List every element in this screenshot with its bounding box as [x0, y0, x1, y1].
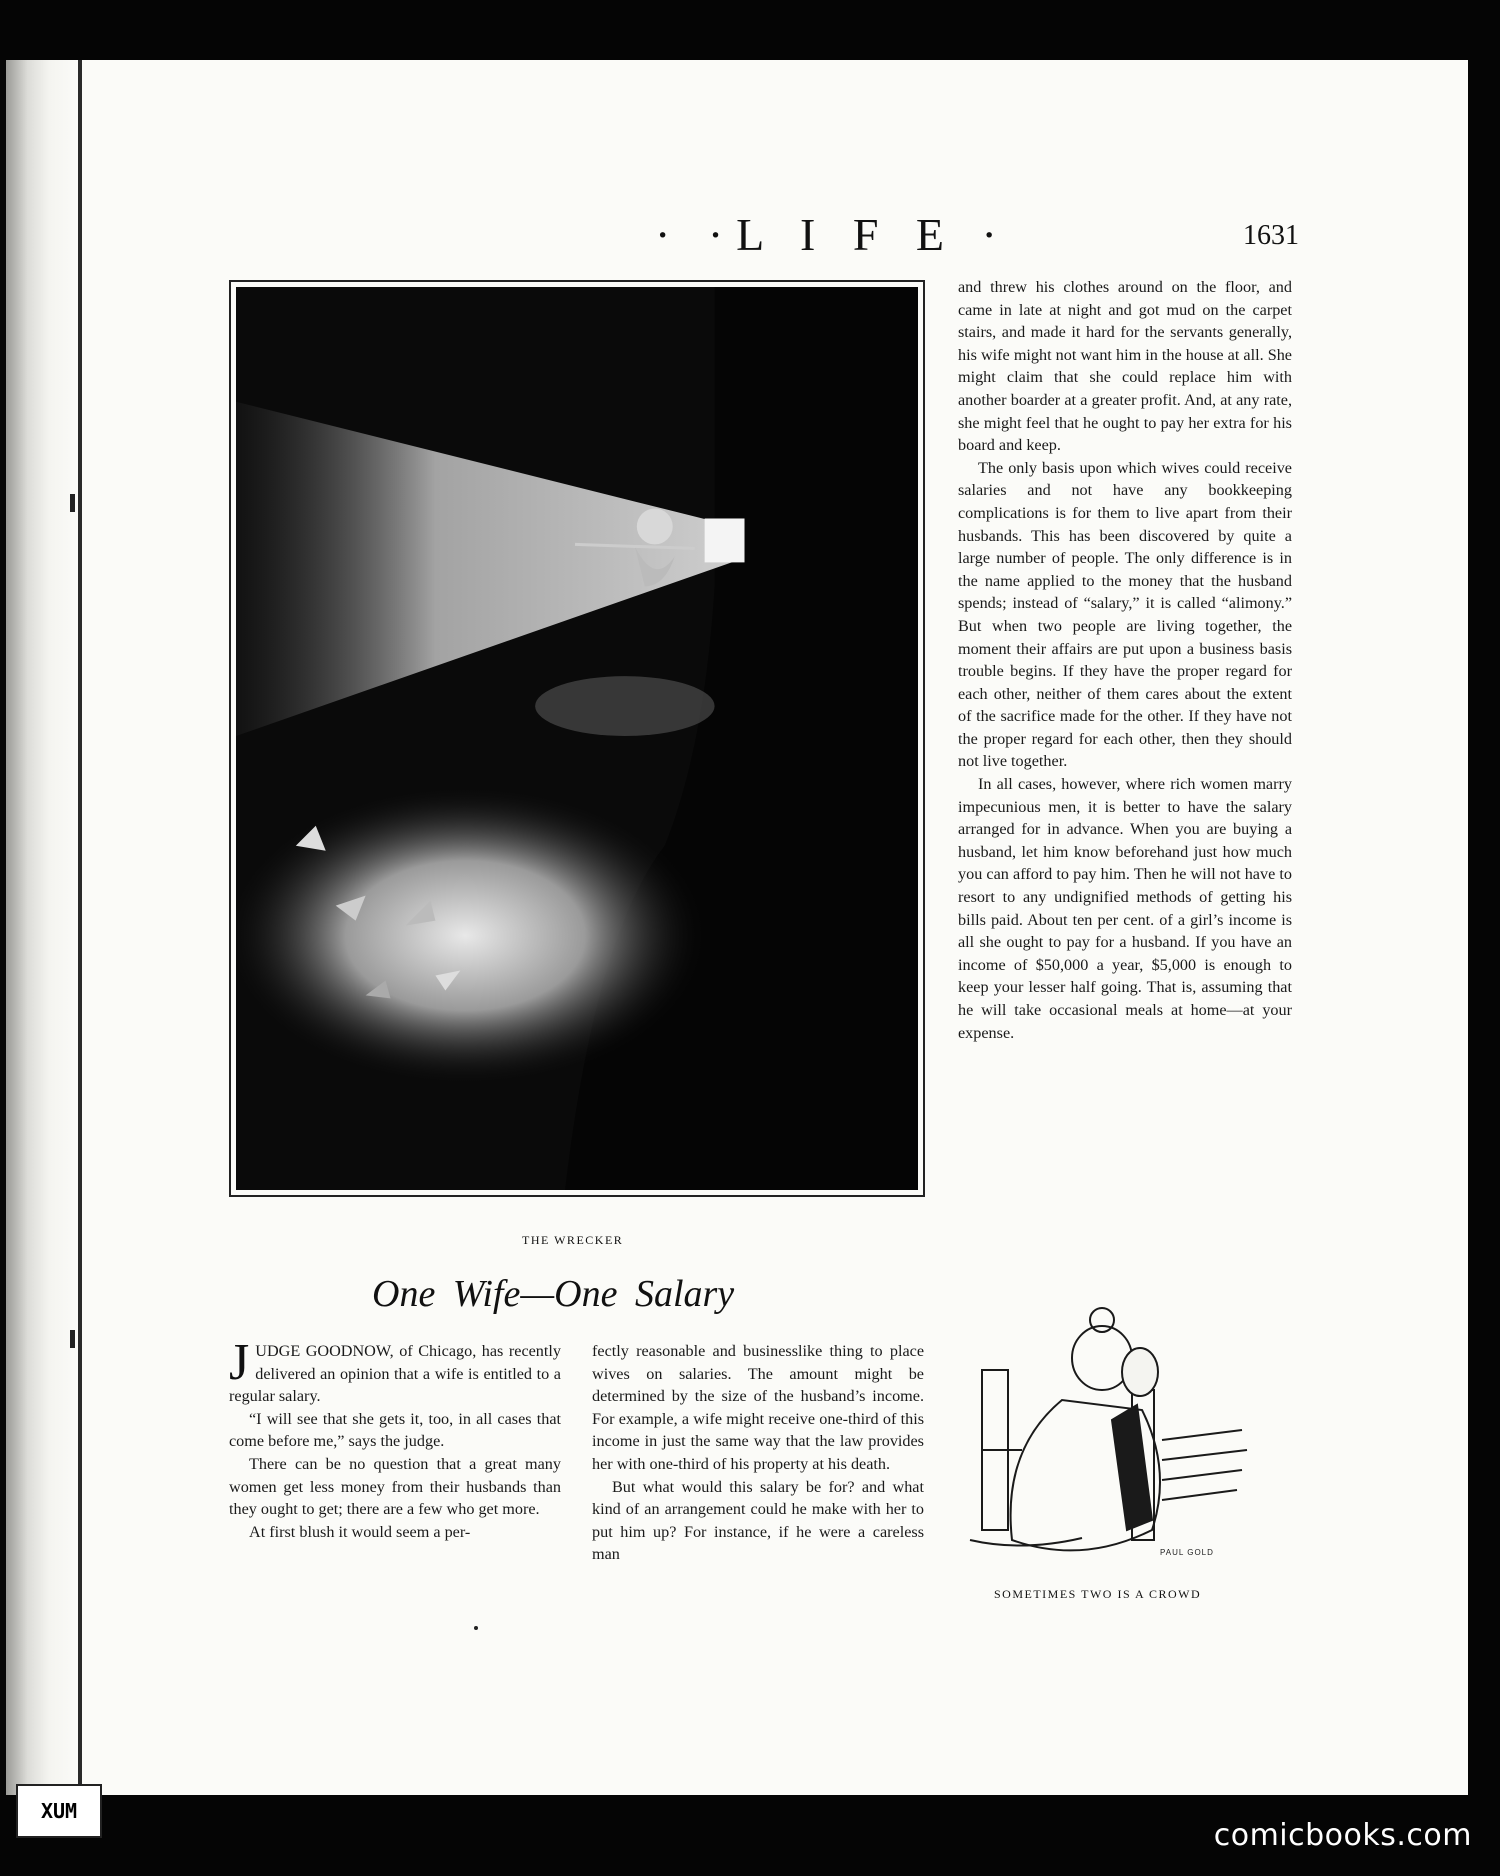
woman-hair-bun [1090, 1308, 1114, 1332]
paragraph: fectly reasonable and businesslike thing to place wives on salaries. The amount might be determined by the size of the husband’s income. For example, a wife might receive one-third of this income in just the same way that the law provides her with one-third of his property at his death. [592, 1342, 924, 1473]
crowd-cartoon [962, 1290, 1262, 1572]
paragraph: But what would this salary be for? and what kind of an arrangement could he make with her to put him up? For instance, if he were a careless man [592, 1477, 924, 1564]
cartoon-caption: SOMETIMES TWO IS A CROWD [994, 1587, 1202, 1601]
paragraph: UDGE GOODNOW, of Chicago, has recently delivered an opinion that a wife is entitled to a regular salary. [229, 1342, 561, 1406]
scan-tag: XUM [16, 1784, 102, 1838]
cartoon-drawing [962, 1290, 1262, 1572]
printer-mark [474, 1626, 478, 1630]
paragraph: and threw his clothes around on the floor, and came in late at night and got mud on the carpet stairs, and made it hard for the servants generally, his wife might not want him in the house at all. She might claim that she could replace him with another boarder at a greater profit. And, at any rate, she might feel that he ought to pay her extra for his board and keep. [958, 278, 1292, 455]
article-column-3 [958, 276, 1292, 1044]
man-suit [1112, 1405, 1152, 1530]
binding-mark [70, 494, 75, 512]
article-headline: One Wife—One Salary [372, 1273, 735, 1315]
page-spine-shadow [6, 60, 78, 1795]
site-watermark: comicbooks.com [1213, 1818, 1472, 1853]
man-head [1122, 1348, 1158, 1396]
article-column-2 [592, 1340, 924, 1566]
page-number: 1631 [1243, 220, 1299, 251]
illustration-caption: THE WRECKER [522, 1233, 624, 1247]
paragraph: The only basis upon which wives could receive salaries and not have any bookkeeping complications is for them to live apart from their husbands. This has been discovered by quite a large number of people. The only difference is in the name applied to the money that the husband spends; instead of “salary,” it is called “alimony.” But when two people are living together, the moment their affairs are put upon a business basis trouble begins. If they have the proper regard for each other, neither of them cares about the extent of the sacrifice made for the other. If they have not the proper regard for each other, then they should not live together. [958, 458, 1292, 771]
paragraph: There can be no question that a great many women get less money from their husbands than they ought to get; there are a few who get more. [229, 1454, 561, 1519]
wrecker-illustration [229, 280, 925, 1197]
binding-mark [70, 1330, 75, 1348]
magazine-masthead: · ·L I F E · [655, 209, 1010, 260]
artist-signature: PAUL GOLD [1160, 1548, 1214, 1557]
paragraph: “I will see that she gets it, too, in all cases that come before me,” says the judge. [229, 1409, 561, 1451]
lit-window [705, 518, 745, 562]
mist-wisp [535, 676, 714, 736]
cherub-head [637, 509, 673, 545]
article-column-1 [229, 1334, 561, 1543]
paragraph: In all cases, however, where rich women marry impecunious men, it is better to have the salary arranged for in advance. When you are buying a husband, let him know beforehand just how much you can afford to pay him. Then he will not have to resort to any undignified methods of getting his bills paid. About ten per cent. of a girl’s income is all she ought to pay for a husband. If you have an income of $50,000 a year, $5,000 is enough to keep your lesser half going. That is, assuming that he will take occasional meals at home—at your expense. [958, 775, 1292, 1042]
illustration-drawing [236, 287, 918, 1190]
sea-foam [236, 786, 705, 1085]
paragraph: At first blush it would seem a per- [249, 1522, 471, 1541]
spine-edge-line [78, 60, 82, 1795]
drop-cap: J [229, 1334, 250, 1391]
